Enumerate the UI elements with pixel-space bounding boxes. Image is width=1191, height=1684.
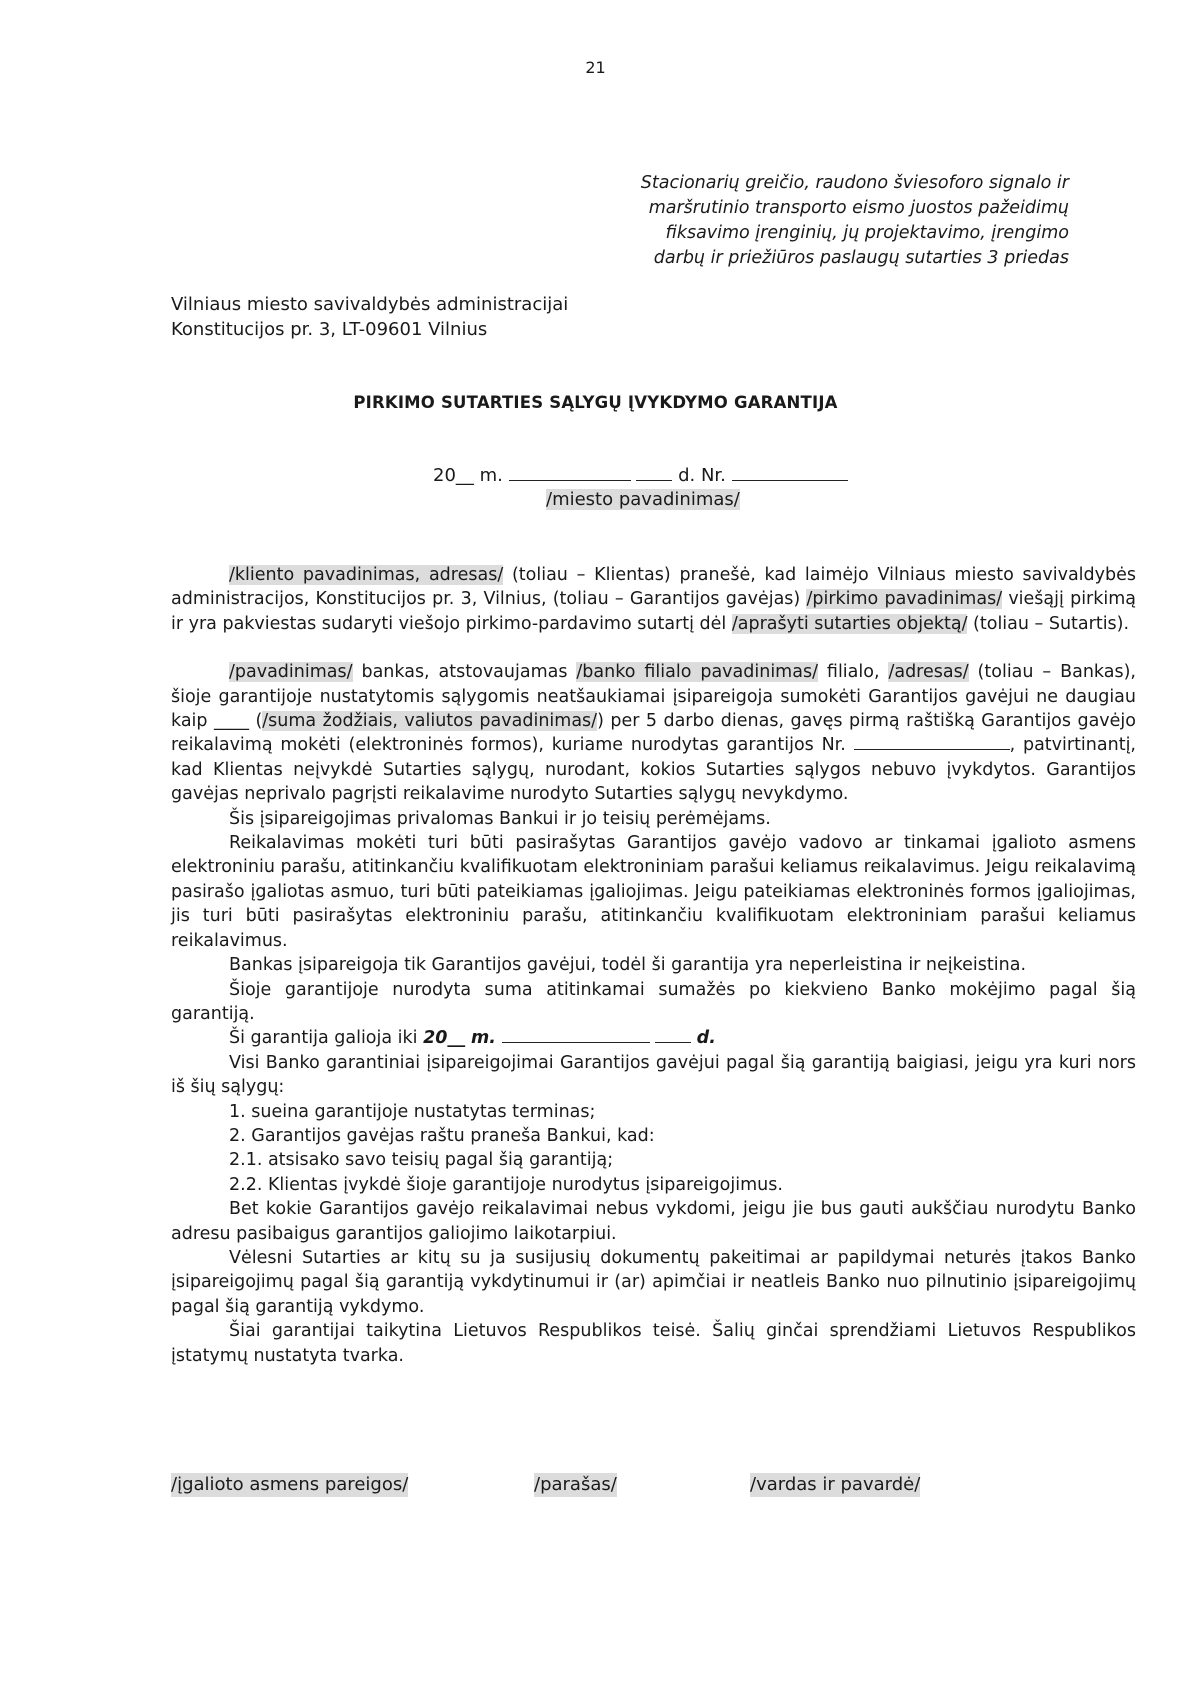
bank-name-placeholder: /pavadinimas/: [229, 662, 353, 683]
paragraph: Vėlesni Sutarties ar kitų su ja susijusių dokumentų pakeitimai ar papildymai neturės įtakos Banko įsipareigojimų pagal šią garantiją vykdytinumui ir (ar) apimčiai ir neatleis Banko nuo pilnutinio įsipareigojimų pagal šią garantiją vykdymo.: [171, 1247, 1136, 1317]
list-item: 2.1. atsisako savo teisių pagal šią garantiją;: [229, 1150, 614, 1171]
text: , patvirtinantį, kad Klientas neįvykdė Sutarties sąlygų, nurodant, kokios Sutarties sąlygos nebuvo įvykdytos. Garantijos gavėjas neprivalo pagrįsti reikalavime nurodyto Sutarties sąlygų nevykdymo.: [171, 735, 1136, 805]
annex-line: maršrutinio transporto eismo juostos pažeidimų: [648, 198, 1069, 218]
paragraph: Šioje garantijoje nurodyta suma atitinkamai sumažės po kiekvieno Banko mokėjimo pagal šią garantiją.: [171, 979, 1136, 1024]
date-number-label: d. Nr.: [678, 465, 726, 486]
annex-line: fiksavimo įrenginių, jų projektavimo, įrengimo: [665, 223, 1069, 243]
addressee: [171, 292, 568, 342]
date-line: [433, 464, 848, 488]
city-name: /miesto pavadinimas/: [546, 489, 740, 510]
list-item: 2.2. Klientas įvykdė šioje garantijoje nurodytus įsipareigojimus.: [229, 1174, 783, 1195]
paragraph-validity: [171, 1026, 1136, 1050]
paragraph: Bet kokie Garantijos gavėjo reikalavimai nebus vykdomi, jeigu jie bus gauti aukščiau nurodytu Banko adresu pasibaigus garantijos galiojimo laikotarpiui.: [171, 1199, 1136, 1244]
number-blank: [732, 464, 848, 481]
annex-line: darbų ir priežiūros paslaugų sutarties 3 priedas: [653, 248, 1069, 268]
text: (toliau – Sutartis).: [967, 613, 1130, 634]
paragraph-bank: [171, 660, 1136, 806]
amount-blank: ____: [213, 711, 249, 732]
text: ) per 5 darbo dienas, gavęs pirmą raštišką Garantijos gavėjo reikalavimą mokėti (elektroninės formos), kuriame nurodytas garantijos Nr.: [171, 711, 1136, 756]
city-placeholder: [546, 488, 740, 512]
address-placeholder: /adresas/: [888, 662, 969, 683]
sum-placeholder: /suma žodžiais, valiutos pavadinimas/: [262, 711, 598, 732]
paragraph-client: [171, 563, 1136, 636]
validity-day-blank: [655, 1028, 691, 1043]
text: viešąjį pirkimą ir yra pakviestas sudaryti viešojo pirkimo-pardavimo sutartį dėl: [171, 589, 1137, 634]
text: Ši garantija galioja iki: [229, 1028, 424, 1049]
branch-placeholder: /banko filialo pavadinimas/: [576, 662, 818, 683]
list-item: 2. Garantijos gavėjas raštu praneša Bankui, kad:: [229, 1125, 655, 1146]
position-placeholder: /įgalioto asmens pareigos/: [171, 1474, 409, 1495]
paragraph: Šiai garantijai taikytina Lietuvos Respublikos teisė. Šalių ginčai sprendžiami Lietuvos Respublikos įstatymų nustatyta tvarka.: [171, 1321, 1136, 1366]
text: (toliau – Bankas), šioje garantijoje nustatytomis sąlygomis neatšaukiamai įsipareigoja sumokėti Garantijos gavėjui ne daugiau kaip: [171, 662, 1136, 732]
addressee-name: Vilniaus miesto savivaldybės administracijai: [171, 294, 569, 315]
paragraph: Visi Banko garantiniai įsipareigojimai Garantijos gavėjui pagal šią garantiją baigiasi, jeigu yra kuri nors iš šių sąlygų:: [171, 1052, 1136, 1098]
validity-year: 20__ m.: [423, 1028, 496, 1049]
text: (: [248, 711, 263, 732]
text: filialo,: [817, 662, 889, 683]
paragraph: Bankas įsipareigoja tik Garantijos gavėjui, todėl ši garantija yra neperleistina ir neįkeistina.: [229, 955, 1027, 976]
validity-day: d.: [696, 1028, 716, 1049]
addressee-address: Konstitucijos pr. 3, LT-09601 Vilnius: [171, 319, 488, 340]
signature-placeholder: /parašas/: [534, 1474, 617, 1495]
text: bankas, atstovaujamas: [352, 662, 577, 683]
procurement-placeholder: /pirkimo pavadinimas/: [806, 589, 1003, 610]
validity-month-blank: [502, 1028, 650, 1043]
page-number: 21: [585, 58, 606, 77]
client-placeholder: /kliento pavadinimas, adresas/: [229, 565, 504, 585]
month-blank: [509, 464, 631, 481]
list-item: 1. sueina garantijoje nustatytas terminas;: [229, 1101, 596, 1122]
annex-reference: [549, 171, 1069, 271]
text: (toliau – Klientas) pranešė, kad laimėjo Vilniaus miesto savivaldybės administracijos, Konstitucijos pr. 3, Vilnius, (toliau – Garantijos gavėjas): [171, 565, 1136, 610]
paragraph: Reikalavimas mokėti turi būti pasirašytas Garantijos gavėjo vadovo ar tinkamai įgalioto asmens elektroniniu parašu, atitinkančiu kvalifikuotam elektroniniam parašui keliamus reikalavimus. Jeigu reikalavimą pasirašo įgaliotas asmuo, turi būti pateikiamas įgaliojimas. Jeigu pateikiamas elektroninės formos įgaliojimas, jis turi būti pasirašytas elektroniniu parašu, atitinkančiu kvalifikuotam elektroniniam parašui keliamus reikalavimus.: [171, 833, 1136, 951]
full-name-placeholder: /vardas ir pavardė/: [750, 1474, 921, 1495]
document-title: PIRKIMO SUTARTIES SĄLYGŲ ĮVYKDYMO GARANTIJA: [353, 393, 838, 412]
date-year: 20__ m.: [433, 465, 503, 486]
day-blank: [636, 464, 672, 481]
object-placeholder: /aprašyti sutarties objektą/: [731, 613, 968, 634]
annex-line: Stacionarių greičio, raudono šviesoforo signalo ir: [640, 173, 1069, 193]
paragraph: Šis įsipareigojimas privalomas Bankui ir jo teisių perėmėjams.: [229, 808, 771, 829]
document-body: [171, 563, 1136, 1368]
guarantee-number-blank: [854, 735, 1010, 750]
